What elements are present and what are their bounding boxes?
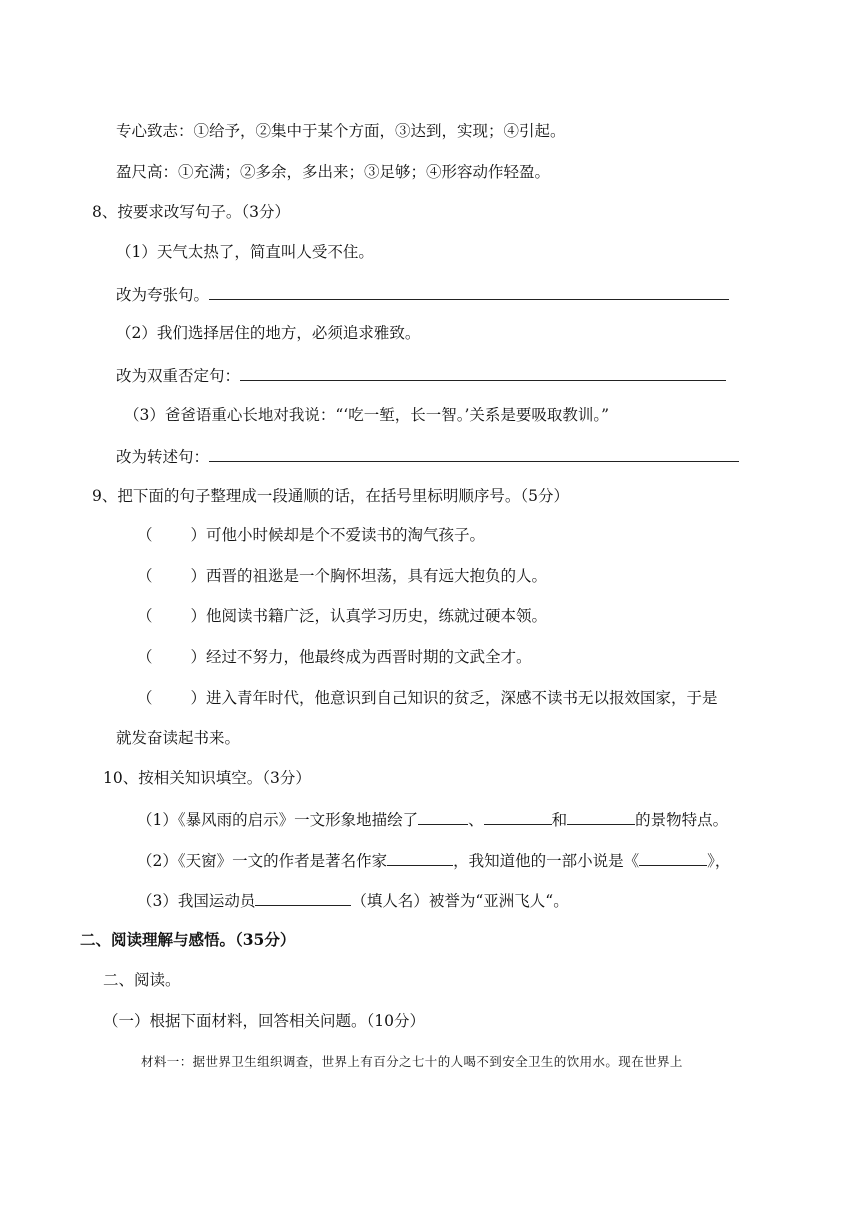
q9-item-continuation: 就发奋读起书来。	[116, 729, 241, 747]
q8-answer-line-3	[116, 445, 739, 468]
fill-blank[interactable]	[255, 889, 351, 906]
section-2-subheading: 二、阅读。	[103, 971, 181, 989]
question-8-title: 8、按要求改写句子。（3分）	[92, 203, 290, 221]
fill-blank[interactable]	[387, 849, 453, 866]
fill-blank[interactable]	[567, 808, 635, 825]
q8-prompt-2: 改为双重否定句：	[116, 367, 241, 385]
q9-item: （ ）可他小时候却是个不爱读书的淘气孩子。	[137, 526, 486, 544]
q9-item: （ ）他阅读书籍广泛，认真学习历史，练就过硬本领。	[137, 607, 548, 625]
q8-sentence-2: （2）我们选择居住的地方，必须追求雅致。	[116, 324, 421, 342]
definition-line: 盈尺高：①充满；②多余，多出来；③足够；④形容动作轻盈。	[116, 163, 551, 181]
fill-blank[interactable]	[484, 808, 552, 825]
q10-line-2: （2）《天窗》一文的作者是著名作家 ，我知道他的一部小说是《 》，	[137, 849, 730, 872]
q10-line-3: （3）我国运动员 （填人名）被誉为“亚洲飞人“。	[137, 889, 569, 912]
question-9-title: 9、把下面的句子整理成一段通顺的话，在括号里标明顺序号。（5分）	[92, 487, 569, 505]
definition-line: 专心致志：①给予，②集中于某个方面，③达到，实现；④引起。	[116, 122, 566, 140]
q9-item: （ ）进入青年时代，他意识到自己知识的贫乏，深感不读书无以报效国家，于是	[137, 689, 718, 707]
answer-blank[interactable]	[209, 445, 739, 462]
q8-sentence-3: （3）爸爸语重心长地对我说：“‘吃一堑，长一智。’关系是要吸取教训。”	[124, 406, 610, 424]
q10-line-1: （1）《暴风雨的启示》一文形象地描绘了 、 和 的景物特点。	[137, 808, 728, 831]
fill-blank[interactable]	[639, 849, 707, 866]
q8-answer-line-2	[116, 364, 726, 387]
q8-prompt-3: 改为转述句：	[116, 448, 210, 466]
question-10-title: 10、按相关知识填空。（3分）	[103, 769, 311, 787]
q9-item: （ ）经过不努力，他最终成为西晋时期的文武全才。	[137, 648, 532, 666]
q8-prompt-1: 改为夸张句。	[116, 286, 210, 304]
answer-blank[interactable]	[209, 283, 729, 300]
answer-blank[interactable]	[240, 364, 726, 381]
fill-blank[interactable]	[418, 808, 468, 825]
q8-sentence-1: （1）天气太热了，简直叫人受不住。	[116, 243, 374, 261]
part-1-title: （一）根据下面材料，回答相关问题。（10分）	[103, 1012, 425, 1030]
material-1-text: 材料一：据世界卫生组织调查，世界上有百分之七十的人喝不到安全卫生的饮用水。现在世界上	[141, 1054, 683, 1069]
section-2-heading: 二、阅读理解与感悟。（35分）	[80, 930, 296, 949]
q8-answer-line-1	[116, 283, 729, 306]
q9-item: （ ）西晋的祖逖是一个胸怀坦荡，具有远大抱负的人。	[137, 567, 548, 585]
